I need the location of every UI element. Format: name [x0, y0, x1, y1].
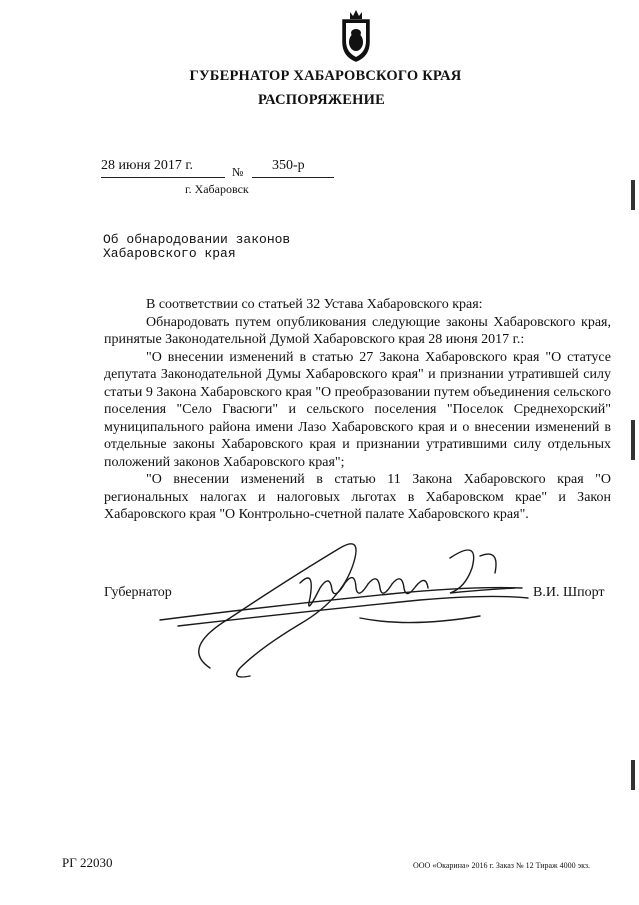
- handwritten-signature: [150, 528, 540, 688]
- scan-edge-mark: [631, 180, 635, 210]
- body-paragraph-3: "О внесении изменений в статью 27 Закона Хабаровского края "О статусе депутата Законодательной Думы Хабаровского края" и признании утратившей силу статьи 9 Закона Хабаровского края "О преобразовании путем объединения сельского поселения "Село Гвасюги" и сельского поселения "Поселок Среднехорский" муниципального района имени Лазо Хабаровского края и о внесении изменений в отдельные законы Хабаровского края и признании утратившими силу отдельных положений законов Хабаровского края";: [104, 349, 611, 470]
- signatory-position: Губернатор: [104, 585, 172, 600]
- number-sign: №: [232, 165, 244, 179]
- document-body: [104, 296, 611, 524]
- coat-of-arms-emblem: [333, 6, 379, 64]
- document-city: г. Хабаровск: [185, 182, 249, 196]
- body-paragraph-2: Обнародовать путем опубликования следующие законы Хабаровского края, принятые Законодательной Думой Хабаровского края 28 июня 2017 г.:: [104, 314, 611, 347]
- scan-edge-mark: [631, 420, 635, 460]
- printer-imprint: ООО «Окарина» 2016 г. Заказ № 12 Тираж 4000 экз.: [413, 861, 591, 870]
- subject-line-2: Хабаровского края: [103, 246, 236, 261]
- document-number: 350-р: [272, 158, 305, 173]
- subject-line-1: Об обнародовании законов: [103, 232, 291, 247]
- registration-number: РГ 22030: [62, 855, 113, 870]
- scan-edge-mark: [631, 760, 635, 790]
- document-subject: [103, 233, 290, 261]
- body-paragraph-4: "О внесении изменений в статью 11 Закона Хабаровского края "О региональных налогах и налоговых льготах в Хабаровском крае" и Закон Хабаровского края "О Контрольно-счетной палате Хабаровского края".: [104, 472, 611, 522]
- document-date: 28 июня 2017 г.: [101, 158, 194, 173]
- body-paragraph-1: В соответствии со статьей 32 Устава Хабаровского края:: [146, 297, 483, 312]
- authority-title: ГУБЕРНАТОР ХАБАРОВСКОГО КРАЯ: [189, 68, 462, 84]
- signatory-name: В.И. Шпорт: [533, 585, 605, 600]
- date-underline: [101, 177, 225, 178]
- document-type: РАСПОРЯЖЕНИЕ: [257, 92, 386, 108]
- number-underline: [252, 177, 334, 178]
